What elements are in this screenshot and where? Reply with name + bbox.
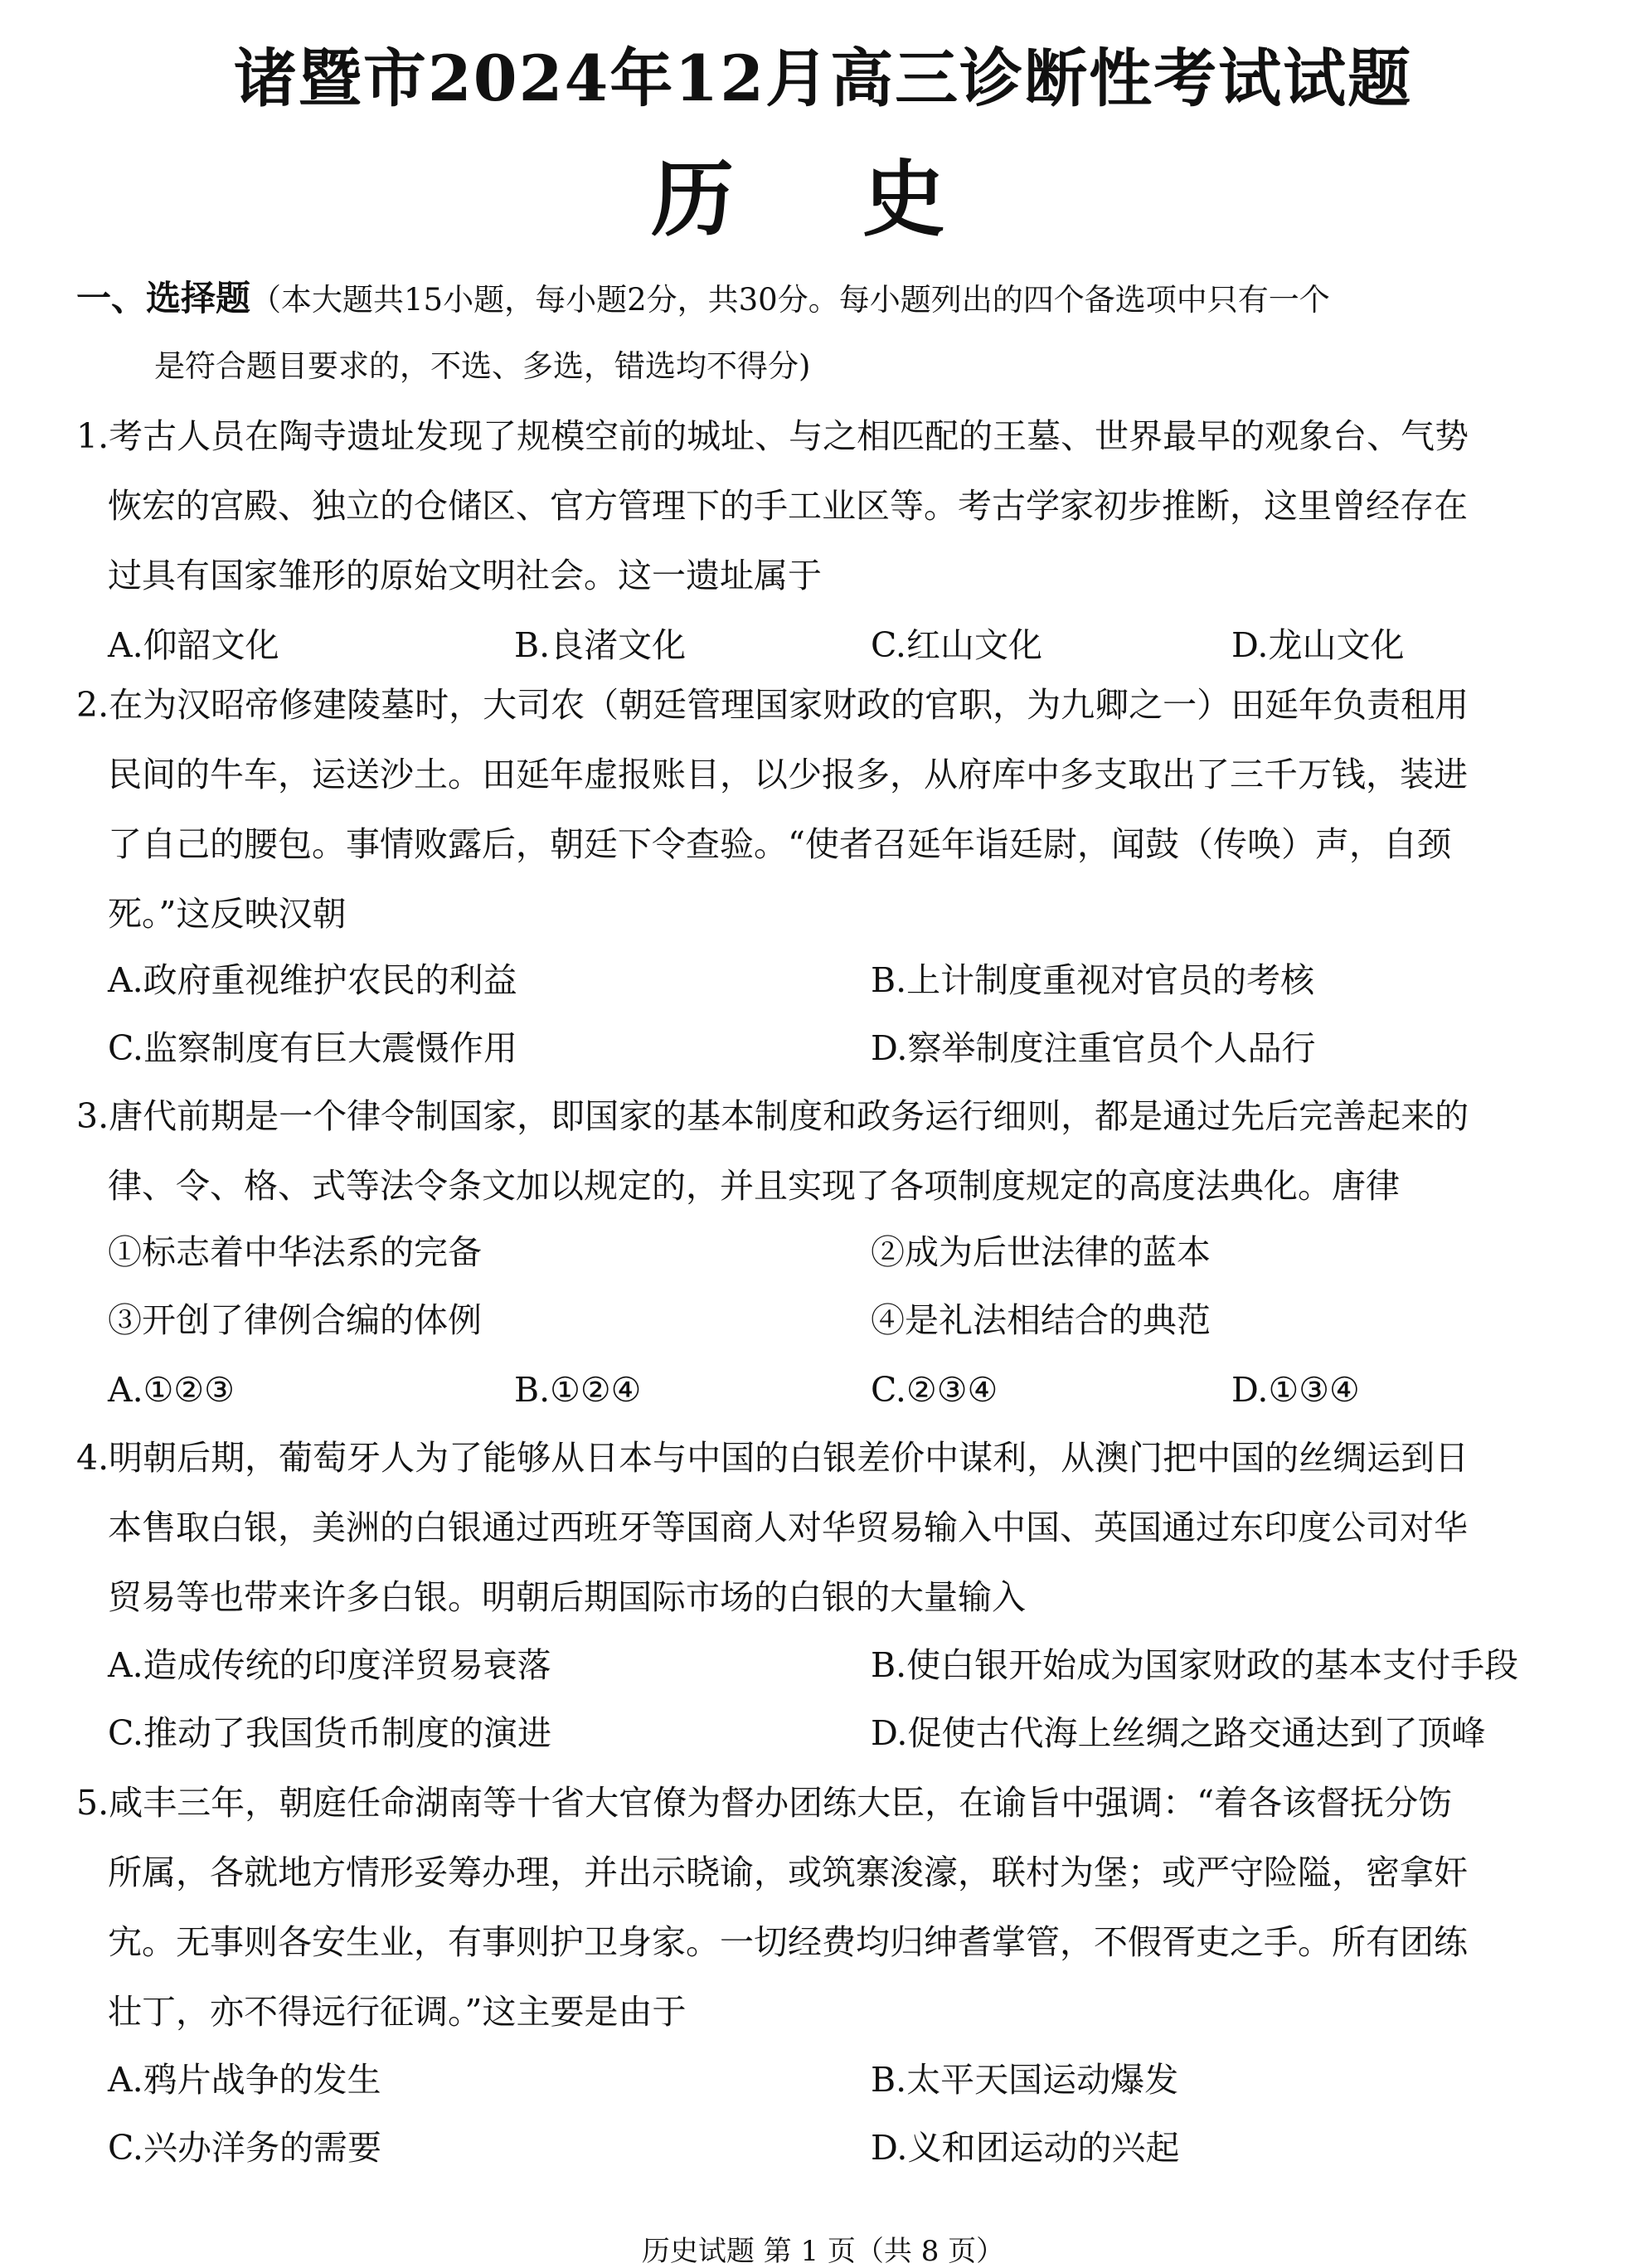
- question-line: 死。”这反映汉朝: [108, 894, 347, 934]
- option-c[interactable]: C.监察制度有巨大震慑作用: [108, 1028, 517, 1068]
- exam-title: 诸暨市2024年12月高三诊断性考试试题: [233, 41, 1413, 115]
- subject-label: 历 史: [651, 150, 995, 248]
- option-b[interactable]: B.使白银开始成为国家财政的基本支付手段: [871, 1645, 1519, 1685]
- option-c[interactable]: C.推动了我国货币制度的演进: [108, 1713, 551, 1753]
- section-heading: [76, 264, 1569, 335]
- question-line: 壮丁，亦不得远行征调。”这主要是由于: [108, 1992, 687, 2032]
- statement-1: ①标志着中华法系的完备: [108, 1232, 482, 1272]
- question-line: 5.咸丰三年，朝庭任命湖南等十省大官僚为督办团练大臣，在谕旨中强调：“着各该督抚分饬: [76, 1783, 1453, 1823]
- question-line: 律、令、格、式等法令条文加以规定的，并且实现了各项制度规定的高度法典化。唐律: [108, 1166, 1400, 1206]
- question-line: 恢宏的宫殿、独立的仓储区、官方管理下的手工业区等。考古学家初步推断，这里曾经存在: [108, 486, 1468, 526]
- option-b[interactable]: B.上计制度重视对官员的考核: [871, 960, 1315, 1000]
- statement-4: ④是礼法相结合的典范: [871, 1300, 1211, 1340]
- statement-3: ③开创了律例合编的体例: [108, 1300, 482, 1340]
- option-a[interactable]: A.造成传统的印度洋贸易衰落: [108, 1645, 551, 1685]
- question-line: 4.明朝后期，葡萄牙人为了能够从日本与中国的白银差价中谋利，从澳门把中国的丝绸运到日: [76, 1438, 1469, 1478]
- question-line: 了自己的腰包。事情败露后，朝廷下令查验。“使者召延年诣廷尉，闻鼓（传唤）声，自颈: [108, 824, 1451, 864]
- question-3: [76, 1081, 1577, 1221]
- option-a[interactable]: A.鸦片战争的发生: [108, 2060, 381, 2100]
- question-line: 本售取白银，美洲的白银通过西班牙等国商人对华贸易输入中国、英国通过东印度公司对华: [108, 1508, 1468, 1547]
- question-line: 2.在为汉昭帝修建陵墓时，大司农（朝廷管理国家财政的官职，为九卿之一）田延年负责租用: [76, 685, 1469, 725]
- option-b[interactable]: B.①②④: [514, 1370, 642, 1410]
- question-line: 过具有国家雏形的原始文明社会。这一遗址属于: [108, 556, 822, 595]
- section-instructions-1: （本大题共15小题，每小题2分，共30分。每小题列出的四个备选项中只有一个: [250, 282, 1330, 318]
- question-line: 3.唐代前期是一个律令制国家，即国家的基本制度和政务运行细则，都是通过先后完善起来的: [76, 1096, 1469, 1136]
- section-title: 一、选择题: [76, 278, 251, 318]
- question-line: 所属，各就地方情形妥筹办理，并出示晓谕，或筑寨浚濠，联村为堡；或严守险隘，密拿奸: [108, 1853, 1468, 1892]
- option-b[interactable]: B.太平天国运动爆发: [871, 2060, 1179, 2100]
- option-a[interactable]: A.①②③: [108, 1370, 235, 1410]
- question-5: [76, 1768, 1577, 2047]
- statement-2: ②成为后世法律的蓝本: [871, 1232, 1211, 1272]
- option-a[interactable]: A.仰韶文化: [108, 625, 279, 665]
- option-d[interactable]: D.促使古代海上丝绸之路交通达到了顶峰: [871, 1713, 1486, 1753]
- option-a[interactable]: A.政府重视维护农民的利益: [108, 960, 517, 1000]
- option-c[interactable]: C.②③④: [871, 1370, 998, 1410]
- option-d[interactable]: D.义和团运动的兴起: [871, 2128, 1180, 2168]
- option-d[interactable]: D.察举制度注重官员个人品行: [871, 1028, 1316, 1068]
- question-line: 民间的牛车，运送沙土。田延年虚报账目，以少报多，从府库中多支取出了三千万钱，装进: [108, 755, 1468, 794]
- option-b[interactable]: B.良渚文化: [514, 625, 687, 665]
- option-c[interactable]: C.红山文化: [871, 625, 1042, 665]
- question-2: [76, 670, 1577, 949]
- question-line: 宄。无事则各安生业，有事则护卫身家。一切经费均归绅耆掌管，不假胥吏之手。所有团练: [108, 1922, 1468, 1962]
- option-d[interactable]: D.龙山文化: [1231, 625, 1405, 665]
- question-line: 1.考古人员在陶寺遗址发现了规模空前的城址、与之相匹配的王墓、世界最早的观象台、气势: [76, 416, 1469, 456]
- subject-title: [0, 149, 1646, 249]
- page-footer: 历史试题 第 1 页（共 8 页）: [641, 2235, 1005, 2268]
- option-d[interactable]: D.①③④: [1231, 1370, 1360, 1410]
- question-4: [76, 1423, 1577, 1632]
- question-line: 贸易等也带来许多白银。明朝后期国际市场的白银的大量输入: [108, 1577, 1026, 1617]
- section-instructions-2: 是符合题目要求的，不选、多选，错选均不得分): [154, 348, 811, 384]
- question-1: [76, 401, 1577, 610]
- option-c[interactable]: C.兴办洋务的需要: [108, 2128, 381, 2168]
